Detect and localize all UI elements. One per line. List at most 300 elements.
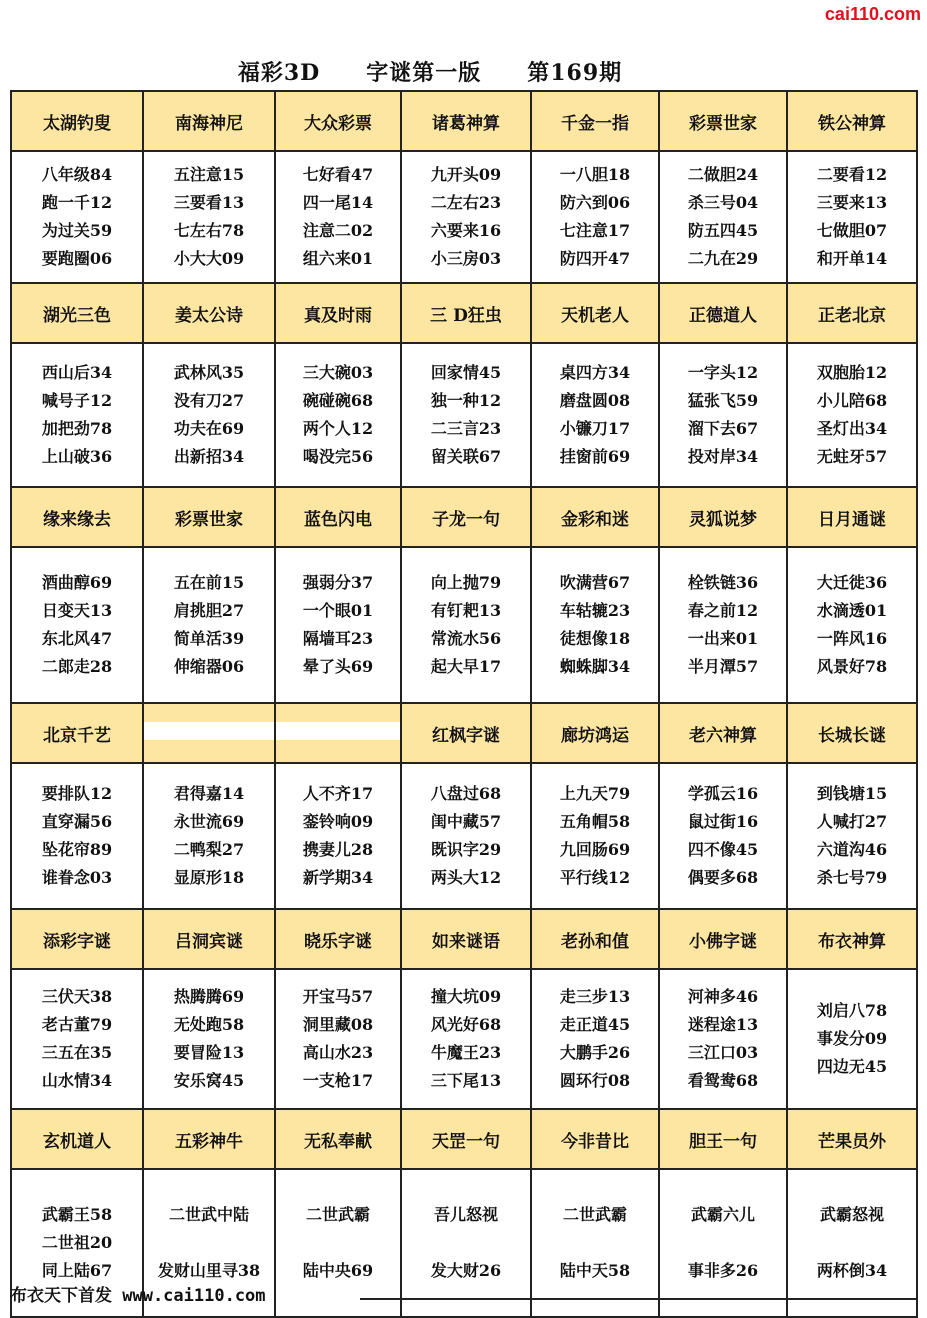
clue-line: 晕了头69 [302, 657, 374, 676]
clue-line: 新学期34 [302, 868, 374, 887]
column-header [275, 487, 401, 547]
clue-lines [560, 161, 630, 273]
clue-line: 一八胆18 [559, 165, 631, 184]
clue-lines [688, 780, 758, 892]
clue-line: 大鹏手26 [559, 1043, 631, 1062]
clue-line: 二世祖20 [41, 1233, 113, 1252]
column-header-label: 缘来缘去 [43, 509, 111, 530]
column-header-label: 湖光三色 [43, 305, 111, 326]
clue-lines [303, 1201, 373, 1285]
column-header [659, 1109, 787, 1169]
clue-line: 一支枪17 [302, 1071, 374, 1090]
column-header [787, 487, 917, 547]
clue-line: 伸缩器06 [173, 657, 245, 676]
column-header [11, 91, 143, 151]
clue-lines [431, 359, 501, 471]
column-header [11, 1109, 143, 1169]
clue-line: 二三言23 [430, 419, 502, 438]
column-header-label: 玄机道人 [43, 1131, 111, 1152]
clue-line [303, 1229, 373, 1257]
clue-line: 小儿陪68 [816, 391, 888, 410]
clue-lines [431, 1201, 501, 1285]
clue-line: 三伏天38 [41, 987, 113, 1006]
clue-line: 河神多46 [687, 987, 759, 1006]
clue-lines [688, 161, 758, 273]
column-header [787, 909, 917, 969]
clue-line: 五角帽58 [559, 812, 631, 831]
column-header-label: 今非昔比 [561, 1131, 629, 1152]
column-header-label: 老孙和值 [561, 931, 629, 952]
column-header [787, 1109, 917, 1169]
clue-line: 二世武霸 [562, 1205, 627, 1224]
column-header-label: 天罡一句 [432, 1131, 500, 1152]
clue-line: 简单活39 [173, 629, 245, 648]
footer-rule [360, 1298, 917, 1300]
clue-line [817, 1229, 887, 1257]
column-header-label: 千金一指 [561, 113, 629, 134]
column-header-label: 正德道人 [689, 305, 757, 326]
clue-cell [143, 763, 275, 909]
clue-line: 小镰刀17 [559, 419, 631, 438]
column-header-label: 晓乐字谜 [304, 931, 372, 952]
clue-line: 七好看47 [302, 165, 374, 184]
clue-line: 要排队12 [41, 784, 113, 803]
clue-line: 五在前15 [173, 573, 245, 592]
clue-line: 一阵风16 [816, 629, 888, 648]
clue-line: 起大早17 [430, 657, 502, 676]
clue-line: 投对岸34 [687, 447, 759, 466]
clue-cell [143, 547, 275, 703]
column-header [401, 909, 531, 969]
clue-line: 发大财26 [430, 1261, 502, 1280]
clue-line: 事发分09 [816, 1029, 888, 1048]
clue-lines [431, 161, 501, 273]
clue-line: 一个眼01 [302, 601, 374, 620]
clue-line: 牛魔王23 [430, 1043, 502, 1062]
clue-cell [659, 343, 787, 487]
clue-lines [688, 983, 758, 1095]
clue-line: 四边无45 [816, 1057, 888, 1076]
clue-line: 武林风35 [173, 363, 245, 382]
clue-line: 双胞胎12 [816, 363, 888, 382]
clue-cell [143, 969, 275, 1109]
clue-cell [659, 763, 787, 909]
column-header [401, 487, 531, 547]
column-header [659, 487, 787, 547]
column-header [787, 703, 917, 763]
header-row [11, 703, 917, 763]
header-row [11, 909, 917, 969]
clue-line: 功夫在69 [173, 419, 245, 438]
clue-lines [42, 1201, 112, 1285]
clue-cell [11, 969, 143, 1109]
clue-line: 闺中藏57 [430, 812, 502, 831]
clue-line: 一字头12 [687, 363, 759, 382]
column-header-label: 天机老人 [561, 305, 629, 326]
obscured-header [276, 722, 400, 740]
column-header [275, 283, 401, 343]
clue-lines [817, 161, 887, 273]
clue-cell [531, 763, 659, 909]
clue-line: 防四开47 [559, 249, 631, 268]
clue-lines [42, 359, 112, 471]
clue-lines [303, 161, 373, 273]
clue-line: 喊号子12 [41, 391, 113, 410]
clue-line: 酒曲醇69 [41, 573, 113, 592]
header-row [11, 487, 917, 547]
clue-line: 平行线12 [559, 868, 631, 887]
clue-line: 西山后34 [41, 363, 113, 382]
clue-line: 两杯倒34 [816, 1261, 888, 1280]
clue-line: 吹满营67 [559, 573, 631, 592]
clue-cell [143, 343, 275, 487]
clue-cell [659, 969, 787, 1109]
clue-cell [659, 547, 787, 703]
clue-line: 肩挑胆27 [173, 601, 245, 620]
clue-lines [688, 1201, 758, 1285]
column-header-label: 诸葛神算 [432, 113, 500, 134]
clue-line: 撞大坑09 [430, 987, 502, 1006]
page-title: 福彩3D 字谜第一版 第169期 [237, 60, 623, 86]
clue-lines [688, 359, 758, 471]
clue-cell [787, 1169, 917, 1317]
clue-line: 二左右23 [430, 193, 502, 212]
clue-line: 三江口03 [687, 1043, 759, 1062]
clue-line: 九回肠69 [559, 840, 631, 859]
clue-line: 三要来13 [816, 193, 888, 212]
clue-line: 两头大12 [430, 868, 502, 887]
clue-line: 二要看12 [816, 165, 888, 184]
column-header-label: 芒果员外 [818, 1131, 886, 1152]
clue-line: 永世流69 [173, 812, 245, 831]
clue-line: 谁眷念03 [41, 868, 113, 887]
clue-cell [143, 151, 275, 283]
clue-line: 八盘过68 [430, 784, 502, 803]
clue-line: 六道沟46 [816, 840, 888, 859]
clue-line: 注意二02 [302, 221, 374, 240]
column-header [275, 909, 401, 969]
column-header [401, 1109, 531, 1169]
clue-lines [174, 161, 244, 273]
column-header-label: 红枫字谜 [432, 725, 500, 746]
column-header-label: 金彩和迷 [561, 509, 629, 530]
column-header [143, 703, 275, 763]
clue-cell [11, 763, 143, 909]
clue-line: 学孤云16 [687, 784, 759, 803]
header-row [11, 283, 917, 343]
column-header-label: 真及时雨 [304, 305, 372, 326]
clue-line: 二世武霸 [305, 1205, 370, 1224]
column-header-label: 日月通谜 [818, 509, 886, 530]
clue-line: 徒想像18 [559, 629, 631, 648]
clue-line: 陆中央69 [302, 1261, 374, 1280]
clue-cell [787, 547, 917, 703]
clue-cell [531, 547, 659, 703]
clue-cell [401, 547, 531, 703]
column-header-label: 长城长谜 [818, 725, 886, 746]
clue-cell [531, 969, 659, 1109]
clue-line: 鼠过街16 [687, 812, 759, 831]
clue-lines [303, 983, 373, 1095]
clue-cell [787, 343, 917, 487]
column-header [531, 487, 659, 547]
column-header-label: 彩票世家 [175, 509, 243, 530]
clue-line: 刘启八78 [816, 1001, 888, 1020]
clue-line: 吾儿怒视 [433, 1205, 498, 1224]
clue-line: 迷程途13 [687, 1015, 759, 1034]
clue-row [11, 763, 917, 909]
clue-cell [11, 151, 143, 283]
clue-line: 栓铁链36 [687, 573, 759, 592]
clue-lines [174, 780, 244, 892]
clue-line: 水滴透01 [816, 601, 888, 620]
column-header [11, 703, 143, 763]
clue-row [11, 151, 917, 283]
clue-lines [303, 780, 373, 892]
column-header [143, 283, 275, 343]
column-header [659, 703, 787, 763]
clue-lines [560, 1201, 630, 1285]
column-header-label: 灵狐说梦 [689, 509, 757, 530]
clue-line [560, 1229, 630, 1257]
site-watermark: cai110.com [824, 4, 921, 24]
clue-line: 杀七号79 [816, 868, 888, 887]
column-header [275, 91, 401, 151]
clue-line: 留关联67 [430, 447, 502, 466]
clue-line: 偶要多68 [687, 868, 759, 887]
clue-line: 人喊打27 [816, 812, 888, 831]
clue-line: 小三房03 [430, 249, 502, 268]
clue-line: 开宝马57 [302, 987, 374, 1006]
column-header-label: 胆王一句 [689, 1131, 757, 1152]
clue-line: 既识字29 [430, 840, 502, 859]
clue-line: 二世武中陆 [168, 1205, 249, 1224]
column-header [143, 909, 275, 969]
clue-line: 隔墙耳23 [302, 629, 374, 648]
clue-line: 无蛀牙57 [816, 447, 888, 466]
column-header [787, 283, 917, 343]
clue-line: 没有刀27 [173, 391, 245, 410]
clue-line: 大迁徙36 [816, 573, 888, 592]
clue-line: 出新招34 [173, 447, 245, 466]
clue-line: 半月潭57 [687, 657, 759, 676]
clue-line: 二九在29 [687, 249, 759, 268]
column-header-label: 五彩神牛 [175, 1131, 243, 1152]
column-header [531, 703, 659, 763]
column-header [275, 703, 401, 763]
clue-line: 安乐窝45 [173, 1071, 245, 1090]
clue-line: 看鸳鸯68 [687, 1071, 759, 1090]
column-header [11, 487, 143, 547]
column-header [143, 1109, 275, 1169]
column-header-label: 姜太公诗 [175, 305, 243, 326]
clue-line: 坠花帘89 [41, 840, 113, 859]
clue-lines [560, 359, 630, 471]
clue-lines [560, 569, 630, 681]
clue-line: 碗碰碗68 [302, 391, 374, 410]
clue-line: 三五在35 [41, 1043, 113, 1062]
clue-line: 车轱辘23 [559, 601, 631, 620]
clue-line: 三下尾13 [430, 1071, 502, 1090]
clue-line: 独一种12 [430, 391, 502, 410]
clue-cell [787, 763, 917, 909]
column-header-label: 三 D狂虫 [430, 305, 502, 326]
clue-cell [275, 1169, 401, 1317]
column-header [659, 91, 787, 151]
clue-lines [560, 780, 630, 892]
clue-line: 向上抛79 [430, 573, 502, 592]
column-header-label: 布衣神算 [818, 931, 886, 952]
column-header [531, 283, 659, 343]
clue-line: 九开头09 [430, 165, 502, 184]
clue-cell [659, 1169, 787, 1317]
clue-lines [560, 983, 630, 1095]
clue-lines [42, 569, 112, 681]
clue-line: 三要看13 [173, 193, 245, 212]
column-header [143, 91, 275, 151]
clue-line: 回家情45 [430, 363, 502, 382]
clue-line: 溜下去67 [687, 419, 759, 438]
clue-line: 七注意17 [559, 221, 631, 240]
clue-cell [401, 151, 531, 283]
clue-lines [303, 569, 373, 681]
clue-cell [659, 151, 787, 283]
clue-cell [531, 151, 659, 283]
clue-line: 热腾腾69 [173, 987, 245, 1006]
column-header [659, 283, 787, 343]
column-header [143, 487, 275, 547]
clue-line: 人不齐17 [302, 784, 374, 803]
clue-line: 山水情34 [41, 1071, 113, 1090]
column-header-label: 太湖钓叟 [43, 113, 111, 134]
clue-cell [787, 969, 917, 1109]
clue-line: 要冒险13 [173, 1043, 245, 1062]
clue-line: 携妻儿28 [302, 840, 374, 859]
clue-line: 显原形18 [173, 868, 245, 887]
clue-line: 杀三号04 [687, 193, 759, 212]
clue-lines [817, 780, 887, 892]
column-header [401, 703, 531, 763]
clue-line: 磨盘圆08 [559, 391, 631, 410]
clue-lines [42, 161, 112, 273]
clue-line: 小大大09 [173, 249, 245, 268]
clue-line: 陆中天58 [559, 1261, 631, 1280]
clue-row [11, 547, 917, 703]
clue-cell [11, 547, 143, 703]
clue-line: 君得嘉14 [173, 784, 245, 803]
column-header [401, 283, 531, 343]
column-header [659, 909, 787, 969]
clue-line: 一出来01 [687, 629, 759, 648]
column-header-label: 如来谜语 [432, 931, 500, 952]
clue-line: 走正道45 [559, 1015, 631, 1034]
column-header-label: 正老北京 [818, 305, 886, 326]
clue-line: 常流水56 [430, 629, 502, 648]
clue-line: 两个人12 [302, 419, 374, 438]
clue-line: 洞里藏08 [302, 1015, 374, 1034]
clue-line: 二做胆24 [687, 165, 759, 184]
column-header-label: 老六神算 [689, 725, 757, 746]
column-header [11, 283, 143, 343]
clue-line: 蜘蛛脚34 [559, 657, 631, 676]
clue-line: 东北风47 [41, 629, 113, 648]
clue-cell [275, 763, 401, 909]
clue-lines [431, 780, 501, 892]
clue-line: 要跑圈06 [41, 249, 113, 268]
clue-cell [275, 343, 401, 487]
column-header-label: 蓝色闪电 [304, 509, 372, 530]
clue-lines [174, 359, 244, 471]
clue-line: 二郎走28 [41, 657, 113, 676]
clue-cell [275, 969, 401, 1109]
clue-line: 组六来01 [302, 249, 374, 268]
clue-line: 走三步13 [559, 987, 631, 1006]
column-header [787, 91, 917, 151]
clue-line: 六要来16 [430, 221, 502, 240]
clue-cell [401, 969, 531, 1109]
clue-cell [275, 547, 401, 703]
column-header [275, 1109, 401, 1169]
clue-line: 八年级84 [41, 165, 113, 184]
clue-line: 有钉耙13 [430, 601, 502, 620]
header-row [11, 91, 917, 151]
clue-lines [42, 983, 112, 1095]
clue-lines [688, 569, 758, 681]
clue-line: 发财山里寻38 [157, 1261, 261, 1280]
clue-line: 圆环行08 [559, 1071, 631, 1090]
clue-line: 上山破36 [41, 447, 113, 466]
clue-line: 同上陆67 [41, 1261, 113, 1280]
clue-line: 五注意15 [173, 165, 245, 184]
column-header [401, 91, 531, 151]
clue-line: 武霸王58 [41, 1205, 113, 1224]
clue-line: 风光好68 [430, 1015, 502, 1034]
clue-line: 事非多26 [687, 1261, 759, 1280]
clue-line: 銮铃响09 [302, 812, 374, 831]
column-header [531, 909, 659, 969]
column-header-label: 大众彩票 [304, 113, 372, 134]
clue-line: 二鸭梨27 [173, 840, 245, 859]
clue-line: 七左右78 [173, 221, 245, 240]
clue-line: 为过关59 [41, 221, 113, 240]
clue-lines [42, 780, 112, 892]
column-header [531, 91, 659, 151]
clue-lines [174, 569, 244, 681]
column-header [531, 1109, 659, 1169]
clue-lines [303, 359, 373, 471]
footer-credit: 布衣天下首发 www.cai110.com [10, 1286, 266, 1306]
clue-line: 七做胆07 [816, 221, 888, 240]
riddle-table [10, 90, 918, 1318]
clue-cell [275, 151, 401, 283]
clue-line: 春之前12 [687, 601, 759, 620]
clue-cell [531, 1169, 659, 1317]
column-header-label: 小佛字谜 [689, 931, 757, 952]
column-header-label: 南海神尼 [175, 113, 243, 134]
clue-line: 防六到06 [559, 193, 631, 212]
clue-lines [817, 1201, 887, 1285]
clue-line: 上九天79 [559, 784, 631, 803]
clue-cell [401, 343, 531, 487]
clue-line: 跑一千12 [41, 193, 113, 212]
clue-row [11, 343, 917, 487]
clue-line: 无处跑58 [173, 1015, 245, 1034]
column-header [11, 909, 143, 969]
clue-line: 防五四45 [687, 221, 759, 240]
column-header-label: 铁公神算 [818, 113, 886, 134]
header-row [11, 1109, 917, 1169]
clue-lines [817, 359, 887, 471]
